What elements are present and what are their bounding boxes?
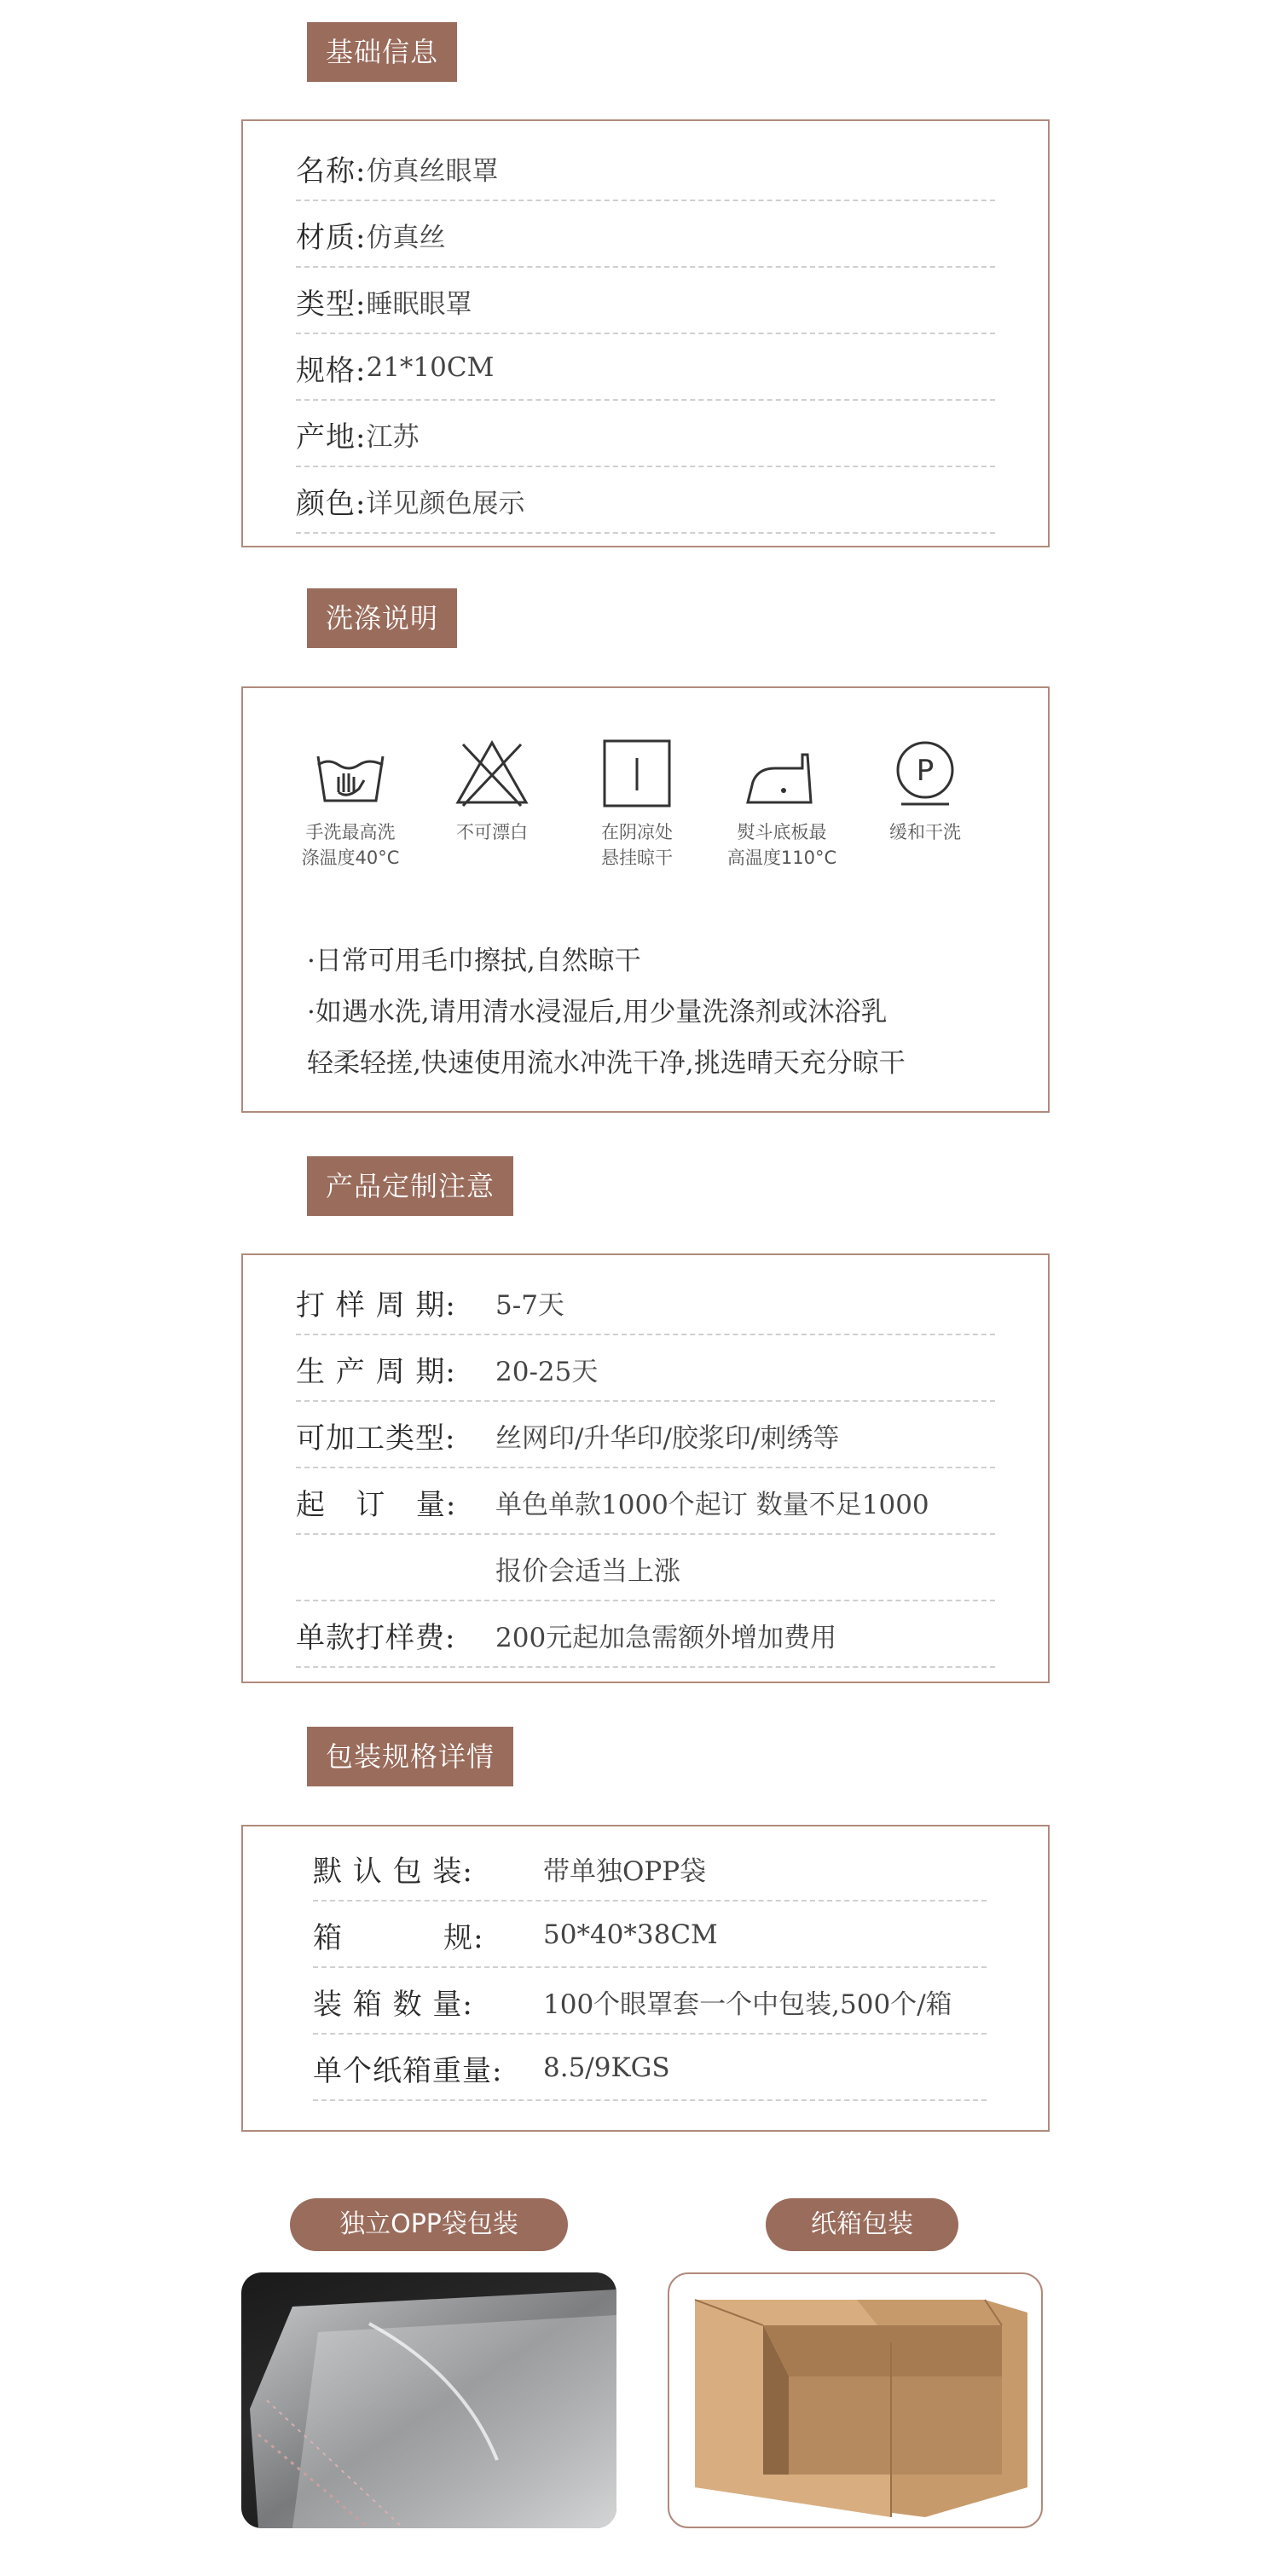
custom-row-sample-fee — [296, 1603, 995, 1668]
care-item-shade-dry — [569, 739, 705, 871]
info-label: 材质: — [296, 220, 367, 255]
packing-value: 50*40*38CM — [543, 1919, 718, 1950]
custom-value: 报价会适当上涨 — [495, 1555, 680, 1587]
packing-label: 装 箱 数 量: — [313, 1987, 473, 2022]
info-row-name — [296, 136, 995, 201]
custom-value: 20-25天 — [495, 1356, 599, 1387]
hand-wash-icon — [310, 739, 391, 808]
care-caption — [569, 819, 705, 871]
basic-info-panel — [241, 119, 1050, 547]
custom-value: 单色单款1000个起订 数量不足1000 — [495, 1489, 929, 1520]
care-icons-row — [243, 739, 1051, 910]
iron-icon — [741, 739, 823, 808]
custom-row-production-period — [296, 1337, 995, 1402]
info-label: 颜色: — [296, 486, 367, 521]
care-caption-line: 高温度110°C — [726, 848, 837, 868]
packing-value: 带单独OPP袋 — [543, 1855, 707, 1887]
packing-row-default — [313, 1837, 987, 1902]
packing-row-quantity — [313, 1970, 987, 2035]
packing-panel — [241, 1825, 1050, 2132]
care-caption-line: 熨斗底板最 — [737, 822, 827, 842]
care-caption-line: 涤温度40°C — [301, 848, 400, 868]
info-value: 江苏 — [366, 421, 420, 453]
no-bleach-icon — [451, 739, 533, 808]
care-item-no-bleach — [424, 739, 560, 845]
info-value: 21*10CM — [366, 352, 495, 383]
section-tag-packing: 包装规格详情 — [307, 1727, 513, 1786]
care-item-iron — [714, 739, 850, 871]
packing-label: 箱 规: — [313, 1920, 484, 1955]
info-value: 仿真丝 — [366, 222, 446, 253]
info-row-material — [296, 203, 995, 268]
washing-panel — [241, 686, 1050, 1113]
section-tag-custom: 产品定制注意 — [307, 1156, 513, 1216]
care-line: ·日常可用毛巾擦拭,自然晾干 — [307, 946, 641, 976]
care-instructions — [307, 935, 1015, 1089]
custom-label: 可加工类型: — [296, 1421, 456, 1456]
care-caption-line: 手洗最高洗 — [305, 822, 396, 842]
custom-row-moq — [296, 1470, 995, 1535]
opp-bag-photo — [241, 2272, 616, 2528]
custom-label: 生 产 周 期: — [296, 1354, 456, 1389]
svg-text:P: P — [916, 754, 935, 788]
packing-label: 单个纸箱重量: — [313, 2053, 503, 2088]
care-line: ·如遇水洗,请用清水浸湿后,用少量洗涤剂或沐浴乳 — [307, 997, 888, 1028]
info-value: 详见颜色展示 — [366, 488, 525, 519]
care-line: 轻柔轻搓,快速使用流水冲洗干净,挑选晴天充分晾干 — [307, 1048, 906, 1079]
carton-photo — [668, 2272, 1043, 2528]
info-row-spec — [296, 336, 995, 401]
opp-bag-label: 独立OPP袋包装 — [290, 2198, 568, 2251]
care-caption — [424, 819, 560, 845]
packing-value: 8.5/9KGS — [543, 2052, 670, 2083]
packing-row-weight — [313, 2036, 987, 2101]
custom-value: 200元起加急需额外增加费用 — [495, 1622, 837, 1653]
care-caption-line: 悬挂晾干 — [601, 848, 673, 868]
packing-label: 默 认 包 装: — [313, 1854, 473, 1889]
custom-label: 起 订 量: — [296, 1487, 457, 1522]
info-row-origin — [296, 402, 995, 467]
care-caption-line: 缓和干洗 — [889, 822, 961, 842]
packing-value: 100个眼罩套一个中包装,500个/箱 — [543, 1988, 952, 2020]
opp-bag-illustration — [241, 2272, 616, 2528]
custom-row-process-types — [296, 1404, 995, 1468]
care-caption-line: 不可漂白 — [456, 822, 528, 842]
info-label: 类型: — [296, 287, 367, 321]
info-row-type — [296, 269, 995, 334]
info-label: 产地: — [296, 420, 367, 454]
custom-row-sample-period — [296, 1271, 995, 1335]
gentle-dry-clean-icon — [884, 739, 966, 808]
custom-row-moq-note — [296, 1537, 995, 1601]
section-tag-washing: 洗涤说明 — [307, 588, 457, 648]
care-caption — [282, 819, 419, 871]
care-item-hand-wash — [282, 739, 419, 871]
custom-value: 5-7天 — [495, 1289, 564, 1321]
info-value: 睡眠眼罩 — [366, 288, 472, 320]
shade-dry-icon — [596, 739, 678, 808]
section-tag-basic-info: 基础信息 — [307, 22, 457, 82]
carton-illustration — [669, 2274, 1041, 2527]
packing-row-carton-size — [313, 1903, 987, 1968]
care-caption-line: 在阴凉处 — [601, 822, 673, 842]
info-row-color — [296, 469, 995, 534]
info-label: 名称: — [296, 153, 367, 188]
info-value: 仿真丝眼罩 — [366, 155, 499, 187]
carton-label: 纸箱包装 — [766, 2198, 958, 2251]
care-item-gentle-dry-clean — [857, 739, 993, 845]
custom-label: 打 样 周 期: — [296, 1288, 456, 1323]
care-caption — [857, 819, 993, 845]
info-label: 规格: — [296, 353, 367, 388]
custom-panel — [241, 1253, 1050, 1683]
custom-value: 丝网印/升华印/胶浆印/刺绣等 — [495, 1422, 840, 1454]
custom-label: 单款打样费: — [296, 1620, 456, 1655]
care-caption — [714, 819, 850, 871]
